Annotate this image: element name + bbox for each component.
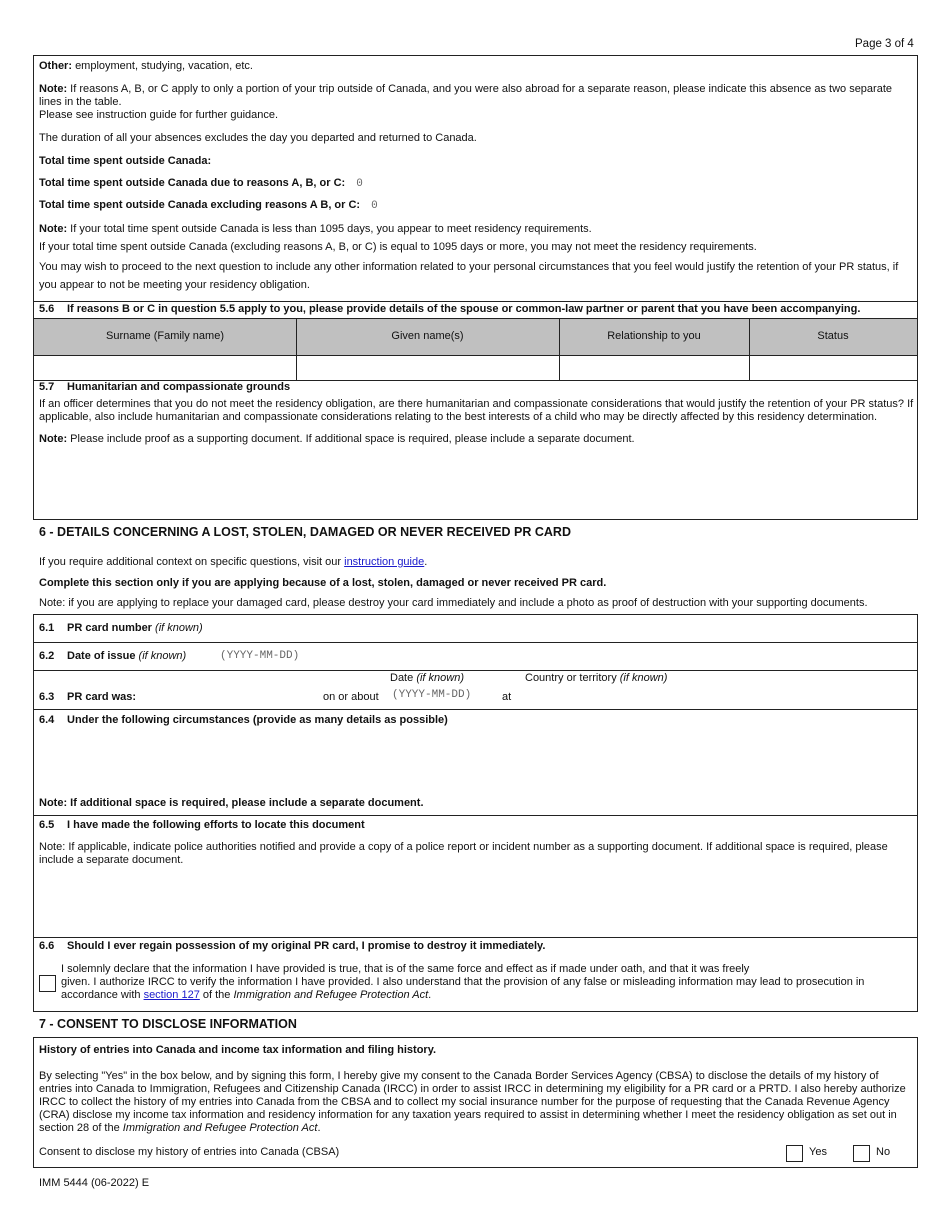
q57-number: 5.7 <box>39 381 55 393</box>
requirement-line: If your total time spent outside Canada (excluding reasons A, B, or C) is equal to 1095 days or more, you may not meet the residency requirements. <box>39 241 757 253</box>
s7-consent-text <box>39 1070 911 1135</box>
note2-line <box>39 223 592 236</box>
note2-label: Note: <box>39 223 68 235</box>
q61-number: 6.1 <box>39 622 55 634</box>
q62-label: Date of issue <box>67 650 136 662</box>
section-127-link[interactable]: section 127 <box>143 989 200 1001</box>
q66-title: Should I ever regain possession of my original PR card, I promise to destroy it immediately. <box>67 940 546 952</box>
note-text: If reasons A, B, or C apply to only a portion of your trip outside of Canada, and you were also abroad for a separate reason, please indicate this absence as two separate lines in the table. <box>39 83 892 108</box>
q57-note <box>39 433 635 446</box>
q62-number: 6.2 <box>39 650 55 662</box>
consent-yes-checkbox[interactable] <box>786 1145 803 1162</box>
q65-answer-field[interactable] <box>38 872 914 934</box>
form-code-footer: IMM 5444 (06-2022) E <box>39 1177 150 1189</box>
q62-date-input[interactable]: (YYYY-MM-DD) <box>220 650 300 662</box>
q61-input[interactable] <box>210 618 910 638</box>
q64-title-row <box>39 714 448 727</box>
q64-note: Note: If additional space is required, please include a separate document. <box>39 797 424 809</box>
page-number: Page 3 of 4 <box>855 38 914 50</box>
q57-note-text: Please include proof as a supporting document. If additional space is required, please include a separate document. <box>70 433 635 445</box>
q64-title: Under the following circumstances (provide as many details as possible) <box>67 714 448 726</box>
total-time-label: Total time spent outside Canada: <box>39 155 212 167</box>
q63-label: PR card was: <box>67 691 137 703</box>
total-excl-value[interactable]: 0 <box>371 200 378 212</box>
q57-answer-field[interactable] <box>38 452 914 514</box>
consent-no-checkbox[interactable] <box>853 1145 870 1162</box>
cell-given-names[interactable] <box>298 360 557 378</box>
consent-no-label: No <box>876 1146 891 1158</box>
q56-title: If reasons B or C in question 5.5 apply to you, please provide details of the spouse or common-law partner or parent that you have been accompanying. <box>67 303 861 315</box>
total-abc-label: Total time spent outside Canada due to reasons A, B, or C: <box>39 177 346 189</box>
q57-text: If an officer determines that you do not meet the residency obligation, are there humanitarian and compassionate considerations that would justify the retention of your PR status? If applicable, also include humanitarian and compassionate considerations relating to the best interests of a child who may be directly affected by this residency determination. <box>39 398 914 423</box>
q57-note-label: Note: <box>39 433 68 445</box>
q64-number: 6.4 <box>39 714 55 726</box>
q63-date-label: Date <box>390 672 414 684</box>
q63-on-or-about: on or about <box>323 691 379 703</box>
damaged-note: Note: if you are applying to replace your damaged card, please destroy your card immediately and include a photo as proof of destruction with your supporting documents. <box>39 597 868 609</box>
proceed-line: You may wish to proceed to the next question to include any other information related to your personal circumstances that you feel would justify the retention of your PR status, if you appear to not be meeting your residency obligation. <box>39 261 899 291</box>
s7-text-end: . <box>317 1122 321 1134</box>
q63-number: 6.3 <box>39 691 55 703</box>
q63-country-hint: (if known) <box>619 672 668 684</box>
q65-title: I have made the following efforts to locate this document <box>67 819 365 831</box>
declaration-end: . <box>428 989 432 1001</box>
q66-title-row <box>39 940 545 953</box>
declaration-line-3 <box>61 989 911 1002</box>
see-guide-text: Please see instruction guide for further guidance. <box>39 109 279 121</box>
s7-subheading: History of entries into Canada and income tax information and filing history. <box>39 1044 437 1056</box>
q63-country-label: Country or territory <box>525 672 617 684</box>
q64-answer-field[interactable] <box>38 732 914 794</box>
total-excl-row <box>39 199 378 213</box>
note2-text: If your total time spent outside Canada is less than 1095 days, you appear to meet residency requirements. <box>70 223 592 235</box>
q57-title-row <box>39 381 290 394</box>
col-relationship: Relationship to you <box>607 330 701 342</box>
section7-heading: 7 - CONSENT TO DISCLOSE INFORMATION <box>39 1017 297 1031</box>
q56-number: 5.6 <box>39 303 55 315</box>
context-prefix: If you require additional context on specific questions, visit our <box>39 556 342 568</box>
q61-label: PR card number <box>67 622 152 634</box>
note-label: Note: <box>39 83 68 95</box>
q57-title: Humanitarian and compassionate grounds <box>67 381 291 393</box>
declaration-line-3-mid: of the <box>202 989 231 1001</box>
s7-text-main: By selecting "Yes" in the box below, and by signing this form, I hereby give my consent to the Canada Border Services Agency (CBSA) to disclose the details of my history of entries into Canada to Immigration, Refugees and Citizenship Canada (IRCC) in order to assist IRCC in determining my eligibility for a PR card or a PRTD. I also hereby authorize IRCC to collect the history of my entries into Canada from the CBSA and to collect my social insurance number for the purpose of requesting that the Canada Revenue Agency (CRA) disclose my income tax information and residency information for any taxation years required to assist in determining whether I meet the residency obligation as set out in section 28 of the <box>39 1070 906 1134</box>
total-abc-value[interactable]: 0 <box>356 178 363 190</box>
q65-title-row <box>39 819 365 832</box>
complete-text: Complete this section only if you are applying because of a lost, stolen, damaged or never received PR card. <box>39 577 607 589</box>
total-abc-row <box>39 177 363 191</box>
declaration-line-3-prefix: accordance with <box>61 989 141 1001</box>
section6-heading: 6 - DETAILS CONCERNING A LOST, STOLEN, DAMAGED OR NEVER RECEIVED PR CARD <box>39 525 571 539</box>
q63-country-input[interactable] <box>525 688 910 706</box>
declaration-text <box>61 963 911 1002</box>
context-line <box>39 556 427 569</box>
col-status: Status <box>817 330 849 342</box>
q65-note: Note: If applicable, indicate police authorities notified and provide a copy of a police report or incident number as a supporting document. If additional space is required, please include a separate document. <box>39 841 888 866</box>
q61-row <box>39 622 203 635</box>
consent-label: Consent to disclose my history of entries into Canada (CBSA) <box>39 1146 340 1158</box>
q63-country-label-row <box>525 672 667 685</box>
q63-at: at <box>502 691 512 703</box>
q63-date-hint: (if known) <box>416 672 464 684</box>
declaration-act: Immigration and Refugee Protection Act <box>233 989 429 1001</box>
context-suffix: . <box>424 556 428 568</box>
q66-number: 6.6 <box>39 940 55 952</box>
other-text: employment, studying, vacation, etc. <box>75 60 253 72</box>
cell-surname[interactable] <box>36 360 294 378</box>
declaration-line-1: I solemnly declare that the information I have provided is true, that is of the same force and effect as if made under oath, and that it was freely <box>61 963 750 975</box>
s7-text-act: Immigration and Refugee Protection Act <box>122 1122 318 1134</box>
consent-yes-label: Yes <box>809 1146 827 1158</box>
declaration-line-2: given. I authorize IRCC to verify the information I have provided. I also understand that the provision of any false or misleading information may lead to prosecution in <box>61 976 865 988</box>
instruction-guide-link[interactable]: instruction guide <box>344 556 425 568</box>
note-block <box>39 83 913 122</box>
q61-hint: (if known) <box>155 622 203 634</box>
other-label: Other: <box>39 60 72 72</box>
total-excl-label: Total time spent outside Canada excluding reasons A B, or C: <box>39 199 361 211</box>
col-given-names: Given name(s) <box>391 330 464 342</box>
duration-text: The duration of all your absences excludes the day you departed and returned to Canada. <box>39 132 477 144</box>
q62-row <box>39 650 186 663</box>
cell-status[interactable] <box>751 360 915 378</box>
declaration-checkbox[interactable] <box>39 975 56 992</box>
q63-date-label-row <box>390 672 464 685</box>
q63-row <box>39 691 136 704</box>
q56-title-row <box>39 303 860 316</box>
q63-date-input[interactable]: (YYYY-MM-DD) <box>392 689 472 701</box>
cell-relationship[interactable] <box>561 360 747 378</box>
q62-hint: (if known) <box>138 650 187 662</box>
q65-number: 6.5 <box>39 819 55 831</box>
col-surname: Surname (Family name) <box>106 330 224 342</box>
other-line <box>39 60 253 73</box>
